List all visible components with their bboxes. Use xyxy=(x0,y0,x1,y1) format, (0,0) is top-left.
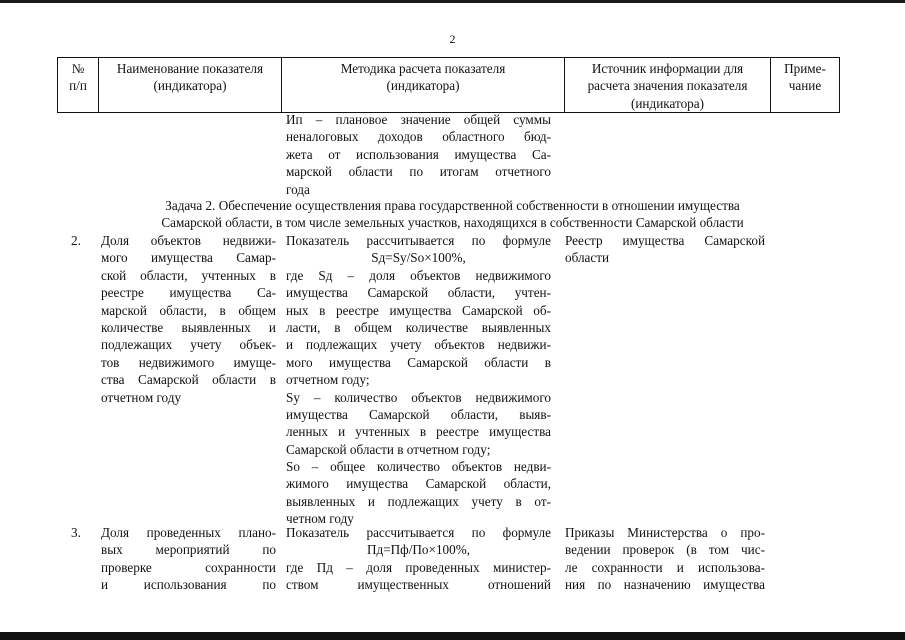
row-3-number: 3. xyxy=(71,525,81,540)
row-2-name: Доля объектов недвижи- мого имущества Самар- ской области, учтенных в реестре имущества Са- марской области, в общем количестве выявленных и подлежащих учету объек- тов недвижимого имуще- ства Самарской области в отчетном году xyxy=(101,233,276,405)
row-3-source: Приказы Министерства о про- ведении проверок (в том чис- ле сохранности и использова- ния по назначению имущества xyxy=(565,525,765,593)
header-num: № п/п xyxy=(58,58,99,113)
page-number: 2 xyxy=(449,32,456,46)
bottom-scan-edge xyxy=(0,632,905,640)
row-3-method: Показатель рассчитывается по формуле Пд=Пф/По×100%, где Пд – доля проведенных министер- ством имущественных отношений xyxy=(286,525,551,593)
table-header xyxy=(57,57,840,113)
row-3-name: Доля проведенных плано- вых мероприятий по проверке сохранности и использования по xyxy=(101,525,276,593)
row-2-source: Реестр имущества Самарской области xyxy=(565,233,765,266)
top-scan-edge xyxy=(0,0,905,3)
header-method: Методика расчета показателя (индикатора) xyxy=(282,58,565,113)
header-note: Приме- чание xyxy=(771,58,840,113)
row-2-number: 2. xyxy=(71,233,81,248)
task-heading: Задача 2. Обеспечение осуществления права государственной собственности в отношении имущества Самарской области, в том числе земельных участков, находящихся в собственности Самарской области xyxy=(161,198,744,231)
row-2-method: Показатель рассчитывается по формуле Sд=Sy/So×100%, где Sд – доля объектов недвижимого имущества Самарской области, учтен- ных в реестре имущества Самарской об- ласти, в общем количестве выявленных и подлежащих учету объектов недвижи- мого имущества Самарской области в отчетном году; Sy – количество объектов недвижимого имущества Самарской области, выяв- ленных и учтенных в реестре имущества Самарской области в отчетном году; So – общее количество объектов недви- жимого имущества Самарской области, выявленных и подлежащих учету в от- четном году xyxy=(286,233,551,527)
header-source: Источник информации для расчета значения показателя (индикатора) xyxy=(565,58,771,113)
header-name: Наименование показателя (индикатора) xyxy=(99,58,282,113)
continuation-text: Ип – плановое значение общей суммы неналоговых доходов областного бюд- жета от использования имущества Са- марской области по итогам отчетного года xyxy=(286,112,551,197)
formula-sd: Sд=Sy/So×100%, xyxy=(371,250,466,266)
formula-pd: Пд=Пф/По×100%, xyxy=(366,542,471,558)
